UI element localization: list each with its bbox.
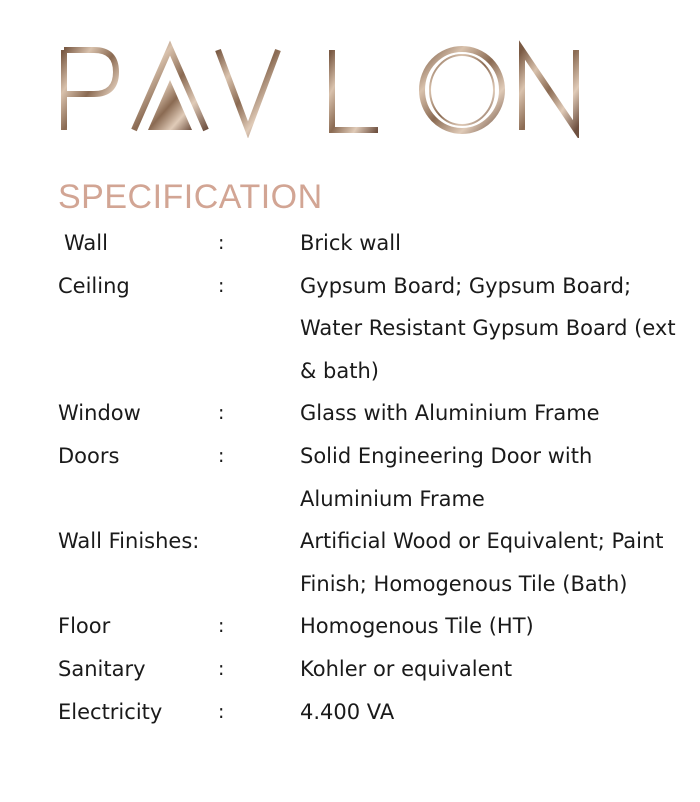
pavilion-wordmark [52,38,582,138]
section-title: SPECIFICATION [58,178,323,216]
spec-label: Wall [64,231,108,255]
spec-colon: : [218,700,225,723]
spec-label: Wall Finishes: [58,529,200,554]
spec-row [58,520,678,605]
spec-colon: : [218,657,225,680]
spec-row [58,222,678,265]
pavilion-logo [52,38,582,138]
spec-row [58,392,678,435]
spec-colon: : [218,274,225,297]
spec-label: Floor [58,614,111,639]
spec-value: Solid Engineering Door with Aluminium Frame [300,443,593,511]
spec-value: 4.400 VA [300,699,395,724]
spec-label: Ceiling [58,273,130,298]
spec-label: Doors [58,443,120,468]
spec-value: Gypsum Board; Gypsum Board; Water Resistant Gypsum Board (ext & bath) [300,273,676,383]
spec-colon: : [218,402,225,425]
spec-value: Glass with Aluminium Frame [300,401,600,426]
spec-row [58,435,678,520]
logo-letter-v [218,50,278,130]
specification-table [58,222,678,733]
spec-row [58,691,678,734]
spec-row [58,265,678,393]
spec-row [58,648,678,691]
spec-value: Kohler or equivalent [300,656,513,681]
spec-label: Electricity [58,699,163,724]
spec-colon: : [218,232,225,254]
spec-label: Window [58,401,141,426]
spec-row [58,605,678,648]
logo-letter-o [422,49,502,131]
spec-label: Sanitary [58,656,146,681]
logo-letter-l [332,50,378,130]
spec-colon: : [218,615,225,638]
spec-colon: : [218,444,225,467]
spec-value: Artificial Wood or Equivalent; Paint Finish; Homogenous Tile (Bath) [300,529,664,596]
spec-value: Homogenous Tile (HT) [300,614,534,639]
spec-value: Brick wall [300,231,401,255]
